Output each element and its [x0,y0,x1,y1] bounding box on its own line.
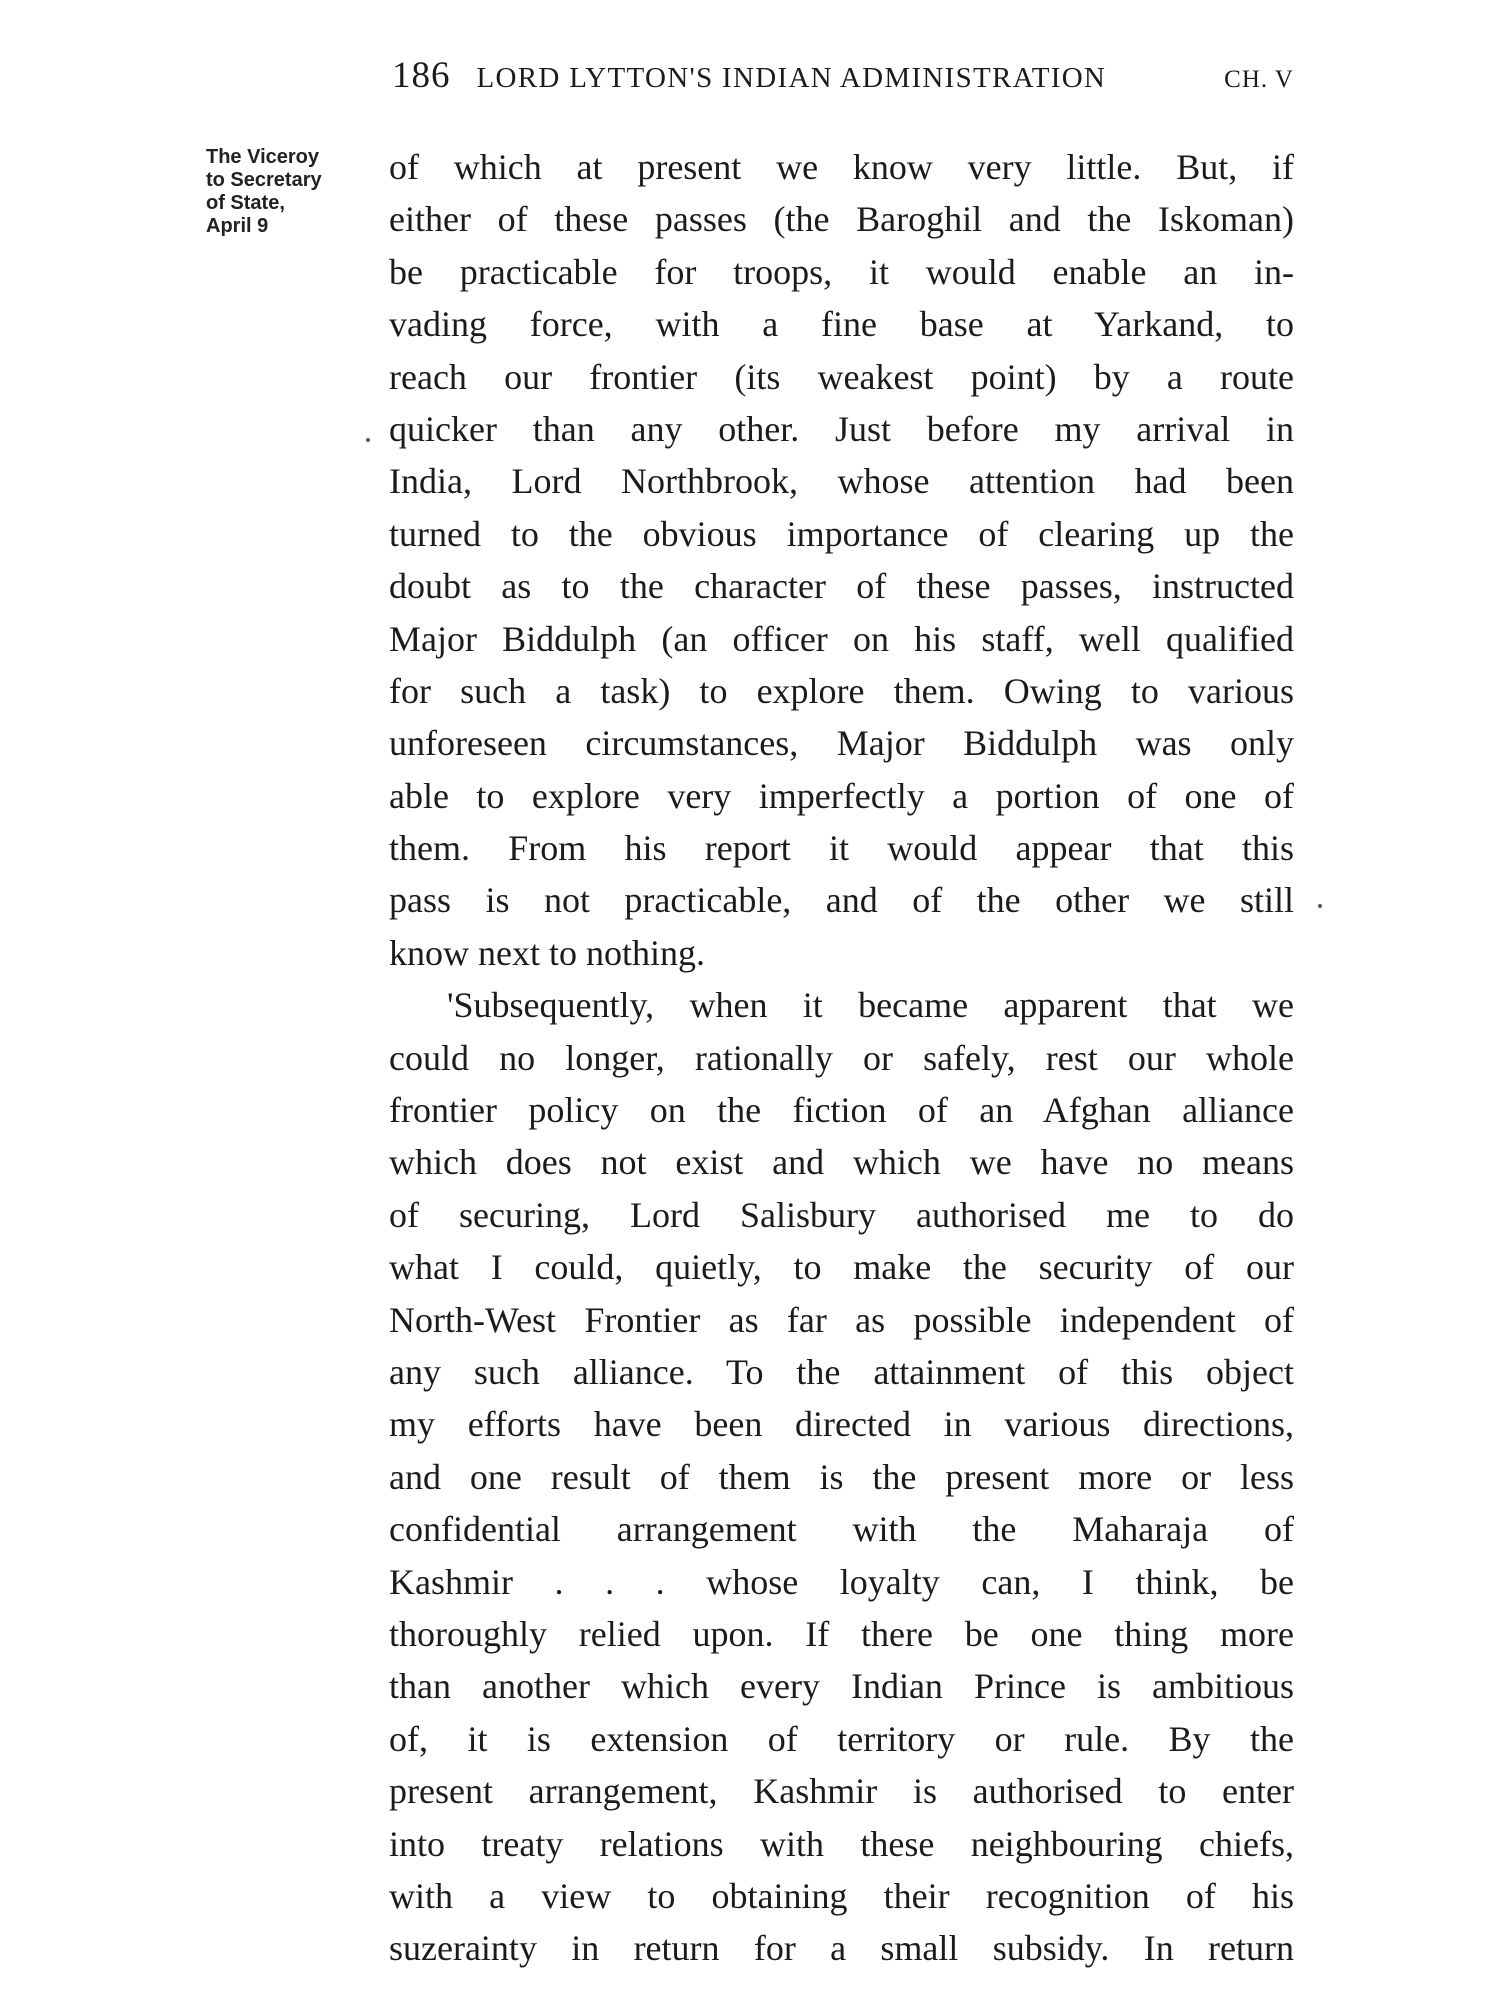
text-line: either of these passes (the Baroghil and the Iskoman) [389,199,1294,240]
ink-speck [1318,904,1322,908]
sidenote-line: of State, [206,192,285,214]
text-line: Major Biddulph (an officer on his staff, well qualified [389,618,1294,659]
text-line: able to explore very imperfectly a portion of one of [389,775,1294,816]
text-line: 'Subsequently, when it became apparent that we [447,985,1294,1026]
text-line: be practicable for troops, it would enable an in- [389,251,1294,292]
text-line: could no longer, rationally or safely, rest our whole [389,1037,1294,1078]
page-number: 186 [392,55,451,96]
paragraph-1 [389,141,1294,979]
running-title: LORD LYTTON'S INDIAN ADMINISTRATION [476,62,1107,94]
text-line: suzerainty in return for a small subsidy. In return [389,1928,1294,1969]
text-line: of which at present we know very little. But, if [389,147,1294,187]
sidenote-line: April 9 [206,215,269,237]
text-line: pass is not practicable, and of the other we still [389,880,1294,921]
text-line: unforeseen circumstances, Major Biddulph was only [389,723,1294,764]
text-line: any such alliance. To the attainment of this object [389,1351,1294,1392]
text-line: which does not exist and which we have no means [389,1142,1294,1183]
text-line: quicker than any other. Just before my arrival in [389,408,1294,449]
text-line: present arrangement, Kashmir is authorised to enter [389,1771,1294,1812]
text-line: India, Lord Northbrook, whose attention had been [389,461,1294,502]
text-line: for such a task) to explore them. Owing to various [389,670,1294,711]
text-line: thoroughly relied upon. If there be one thing more [389,1613,1294,1654]
body-text [389,141,1294,1975]
text-line: know next to nothing. [389,932,705,973]
text-line: confidential arrangement with the Maharaja of [389,1509,1294,1550]
text-line: than another which every Indian Prince is ambitious [389,1666,1294,1707]
ink-speck [366,438,370,442]
text-line: into treaty relations with these neighbouring chiefs, [389,1823,1294,1864]
text-line: of securing, Lord Salisbury authorised me to do [389,1194,1294,1235]
text-line: turned to the obvious importance of clearing up the [389,513,1294,554]
margin-sidenote [206,146,356,238]
text-line: of, it is extension of territory or rule. By the [389,1718,1294,1759]
sidenote-line: to Secretary [206,169,322,191]
paragraph-2 [389,979,1294,1974]
text-line: doubt as to the character of these passes, instructed [389,566,1294,607]
text-line: North-West Frontier as far as possible independent of [389,1299,1294,1340]
text-line: and one result of them is the present more or less [389,1456,1294,1497]
text-line: Kashmir . . . whose loyalty can, I think, be [389,1561,1294,1602]
text-line: my efforts have been directed in various directions, [389,1404,1294,1445]
text-line: with a view to obtaining their recognition of his [389,1875,1294,1916]
running-head [392,54,1294,102]
text-line: reach our frontier (its weakest point) by a route [389,356,1294,397]
chapter-reference: CH. V [1224,66,1294,93]
text-line: what I could, quietly, to make the security of our [389,1247,1294,1288]
text-line: them. From his report it would appear that this [389,828,1294,869]
sidenote-line: The Viceroy [206,146,320,168]
text-line: vading force, with a fine base at Yarkand, to [389,304,1294,345]
text-line: frontier policy on the fiction of an Afghan alliance [389,1090,1294,1131]
